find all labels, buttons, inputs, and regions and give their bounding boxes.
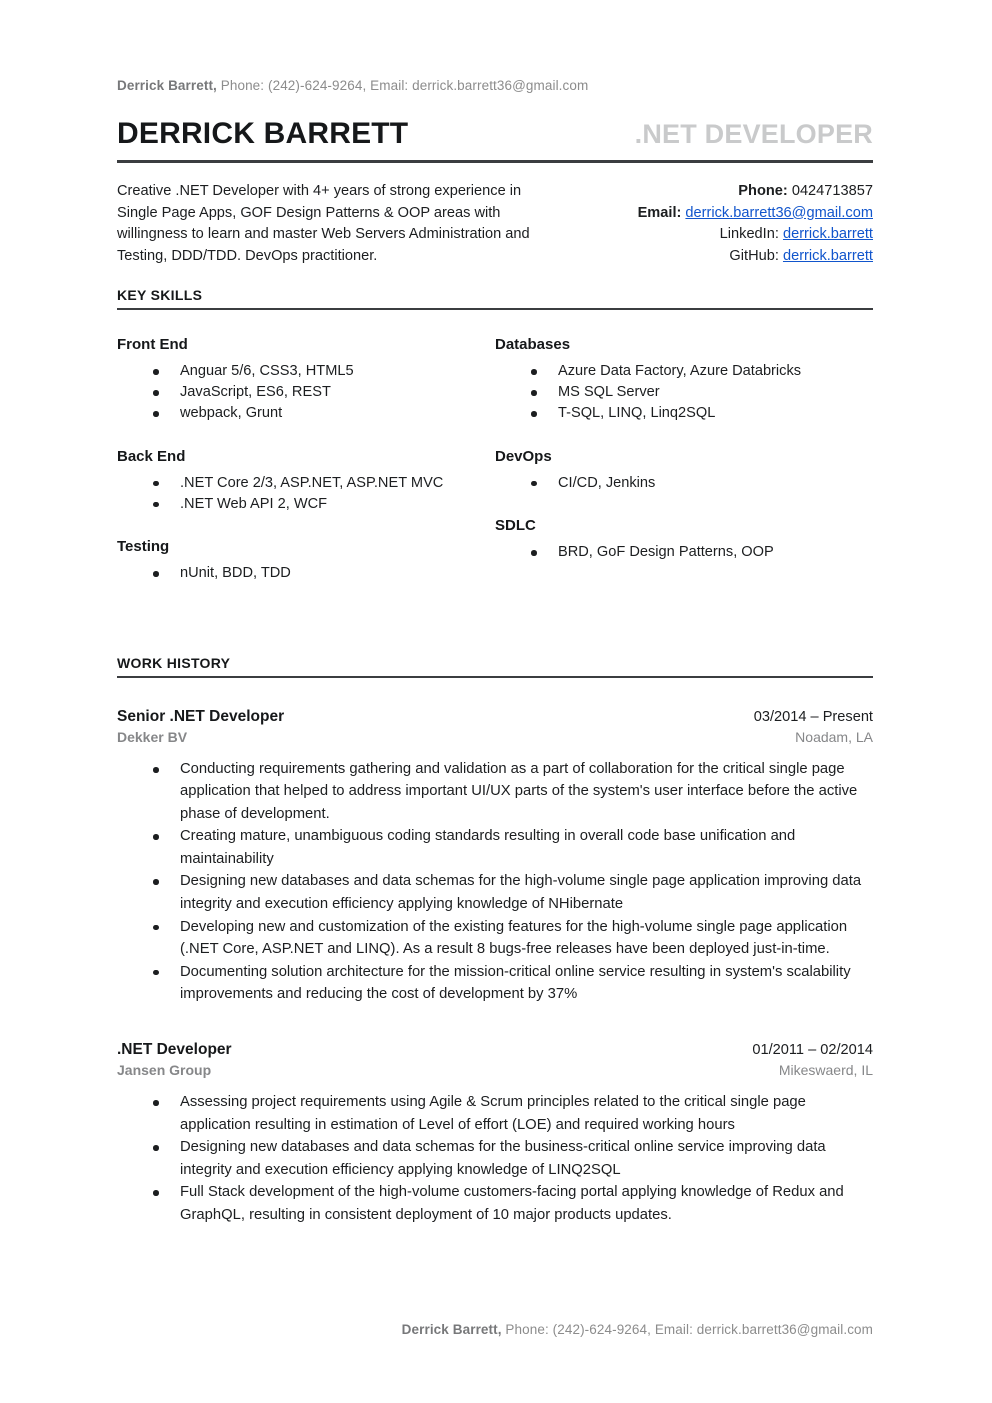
summary-contact-row bbox=[117, 181, 873, 267]
skill-group-title: Back End bbox=[117, 447, 186, 465]
contact-email-row bbox=[573, 203, 873, 225]
skills-column-right bbox=[495, 310, 873, 584]
phone-value: 0424713857 bbox=[791, 183, 873, 199]
work-entry bbox=[117, 1041, 873, 1226]
work-entry-title-row bbox=[117, 1041, 873, 1059]
skill-group-title: Testing bbox=[117, 538, 170, 555]
skill-group-title: SDLC bbox=[495, 517, 536, 534]
list-item: CI/CD, Jenkins bbox=[495, 473, 873, 494]
skill-list bbox=[117, 361, 495, 424]
page-title: DERRICK BARRETT bbox=[117, 117, 409, 150]
skill-group bbox=[117, 336, 495, 424]
contact-phone-row bbox=[573, 181, 873, 203]
work-entry-title: Senior .NET Developer bbox=[117, 708, 285, 725]
running-header bbox=[117, 78, 873, 93]
list-item: Designing new databases and data schemas for the high-volume single page application improving data integrity and execution efficiency applying knowledge of NHibernate bbox=[117, 870, 873, 915]
linkedin-label: LinkedIn: bbox=[719, 226, 779, 242]
list-item: Developing new and customization of the existing features for the high-volume single page application (.NET Core, ASP.NET and LINQ). As a result 8 bugs-free releases have been deployed just-in-time. bbox=[117, 916, 873, 961]
list-item: Designing new databases and data schemas for the business-critical online service improving data integrity and execution efficiency applying knowledge of LINQ2SQL bbox=[117, 1136, 873, 1181]
github-label: GitHub: bbox=[729, 247, 779, 264]
phone-label: Phone: bbox=[738, 183, 788, 199]
list-item: Full Stack development of the high-volume customers-facing portal applying knowledge of Redux and GraphQL, resulting in consistent deployment of 10 major products updates. bbox=[117, 1181, 873, 1226]
contact-github-row bbox=[573, 246, 873, 268]
professional-summary: Creative .NET Developer with 4+ years of strong experience in Single Page Apps, GOF Design Patterns & OOP areas with willingness to learn and master Web Servers Administration and Testing, DDD/TDD. DevOps practitioner. bbox=[117, 183, 530, 264]
list-item: T-SQL, LINQ, Linq2SQL bbox=[495, 403, 873, 424]
list-item: BRD, GoF Design Patterns, OOP bbox=[495, 542, 873, 563]
work-entry-title: .NET Developer bbox=[117, 1041, 232, 1059]
section-title-work-history: WORK HISTORY bbox=[117, 655, 231, 671]
skill-group bbox=[117, 538, 495, 584]
list-item: .NET Web API 2, WCF bbox=[117, 494, 495, 515]
skill-group-title: DevOps bbox=[495, 447, 552, 465]
email-link[interactable]: derrick.barrett36@gmail.com bbox=[685, 204, 873, 221]
list-item: MS SQL Server bbox=[495, 382, 873, 403]
work-entry-dates: 03/2014 – Present bbox=[753, 709, 873, 725]
running-footer-name: Derrick Barrett, bbox=[401, 1322, 502, 1337]
skill-group-title: Front End bbox=[117, 336, 188, 353]
work-entry-duties bbox=[117, 758, 873, 1005]
list-item: Creating mature, unambiguous coding standards resulting in overall code base unification and maintainability bbox=[117, 825, 873, 870]
list-item: Conducting requirements gathering and validation as a part of collaboration for the critical single page application that helped to address important UI/UX parts of the system's user interface before the active phase of development. bbox=[117, 758, 873, 825]
running-header-name: Derrick Barrett, bbox=[117, 78, 217, 93]
section-divider-work-history bbox=[117, 676, 873, 678]
contact-block bbox=[573, 181, 873, 267]
list-item: .NET Core 2/3, ASP.NET, ASP.NET MVC bbox=[117, 473, 495, 494]
skill-group bbox=[495, 336, 873, 424]
skills-column-left bbox=[117, 310, 495, 584]
running-footer bbox=[117, 1322, 873, 1337]
work-entry-dates: 01/2011 – 02/2014 bbox=[752, 1042, 873, 1059]
skill-list bbox=[495, 361, 873, 424]
list-item: Anguar 5/6, CSS3, HTML5 bbox=[117, 361, 495, 382]
work-entry-company-row bbox=[117, 729, 873, 745]
list-item: nUnit, BDD, TDD bbox=[117, 563, 495, 584]
list-item: JavaScript, ES6, REST bbox=[117, 382, 495, 403]
running-header-contact: Phone: (242)-624-9264, Email: derrick.barrett36@gmail.com bbox=[216, 78, 589, 93]
work-entry-company: Dekker BV bbox=[117, 729, 188, 745]
skill-group bbox=[495, 448, 873, 494]
work-entry-location: Noadam, LA bbox=[795, 729, 873, 745]
work-entry-title-row bbox=[117, 708, 873, 726]
running-footer-contact: Phone: (242)-624-9264, Email: derrick.barrett36@gmail.com bbox=[501, 1322, 873, 1337]
section-title-key-skills: KEY SKILLS bbox=[117, 287, 203, 303]
list-item: Azure Data Factory, Azure Databricks bbox=[495, 361, 873, 382]
work-entry-duties bbox=[117, 1091, 873, 1226]
work-entry-company-row bbox=[117, 1062, 873, 1078]
skills-columns bbox=[117, 310, 873, 584]
skill-group bbox=[495, 517, 873, 563]
name-row bbox=[117, 118, 873, 150]
skill-list bbox=[495, 473, 873, 494]
work-entry-company: Jansen Group bbox=[117, 1062, 212, 1079]
skill-list bbox=[117, 563, 495, 584]
email-label: Email: bbox=[637, 204, 682, 221]
list-item: Assessing project requirements using Agile & Scrum principles related to the critical single page application resulting in estimation of Level of effort (LOE) and required working hours bbox=[117, 1091, 873, 1136]
skill-list bbox=[117, 473, 495, 515]
linkedin-link[interactable]: derrick.barrett bbox=[782, 226, 873, 242]
list-item: webpack, Grunt bbox=[117, 403, 495, 424]
skill-group bbox=[117, 448, 495, 515]
work-entry-location: Mikeswaerd, IL bbox=[778, 1062, 873, 1079]
section-work-history bbox=[117, 655, 873, 1227]
skill-group-title: Databases bbox=[495, 336, 571, 353]
github-link[interactable]: derrick.barrett bbox=[782, 247, 873, 264]
header-divider bbox=[117, 160, 873, 163]
headline-job-title: .NET DEVELOPER bbox=[634, 119, 873, 149]
skill-list bbox=[495, 542, 873, 563]
section-key-skills bbox=[117, 287, 873, 584]
list-item: Documenting solution architecture for the mission-critical online service resulting in system's scalability improvements and reducing the cost of development by 37% bbox=[117, 961, 873, 1006]
contact-linkedin-row bbox=[573, 224, 873, 246]
work-entry bbox=[117, 708, 873, 1005]
